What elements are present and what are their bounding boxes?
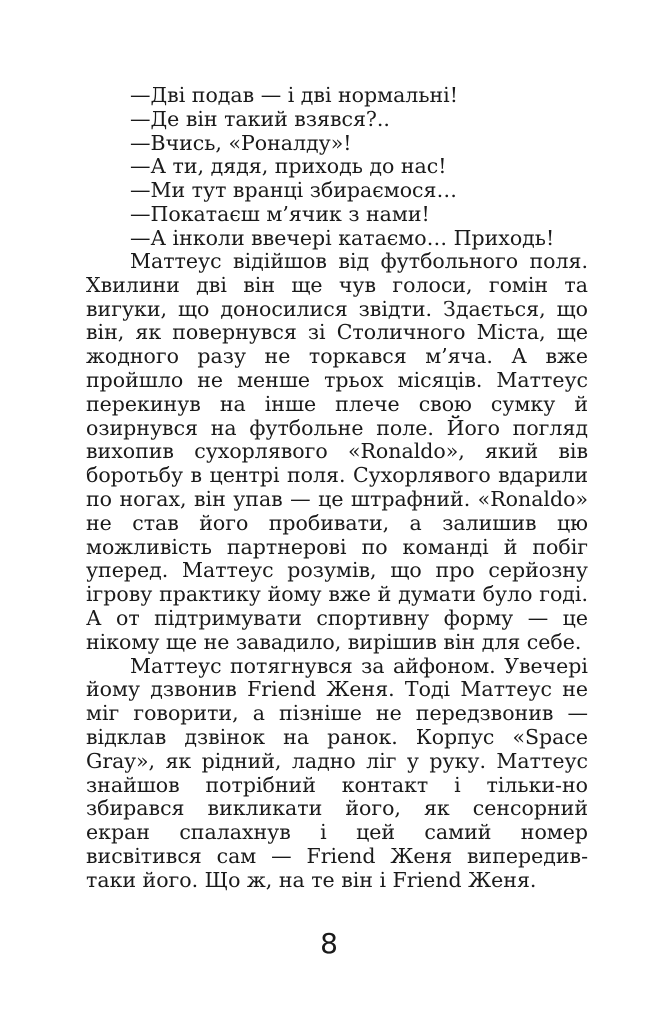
dialogue-line: —А інколи ввечері катаємо… Приходь!	[130, 225, 555, 250]
dialogue-line: —Де він такий взявся?..	[130, 106, 390, 131]
prose-block	[86, 250, 588, 893]
dialogue-block	[86, 84, 588, 251]
dialogue-line: —Покатаєш м’ячик з нами!	[130, 201, 430, 226]
dialogue-line: —Вчись, «Роналду»!	[130, 130, 352, 155]
dialogue-line: —Дві подав — і дві нормальні!	[130, 83, 458, 107]
page-number: 8	[320, 927, 338, 960]
paragraph: Маттеус потягнувся за айфоном. Увечері йому дзвонив Friend Женя. Тоді Маттеус не міг говорити, а пізніше не передзвонив — відклав дзвінок на ранок. Корпус «Space Gray», як рідний, ладно ліг у руку. Маттеус знайшов потрібний контакт і тільки-но збирався викликати його, як сенсорний екран спалахнув і цей самий номер висвітився сам — Friend Женя випередив-таки його. Що ж, на те він і Friend Женя.	[86, 653, 588, 892]
dialogue-line: —А ти, дядя, приходь до нас!	[130, 154, 447, 179]
dialogue-line: —Ми тут вранці збираємося…	[130, 178, 457, 203]
paragraph: Маттеус відійшов від футбольного поля. Хвилини дві він ще чув голоси, гомін та вигуки, що доносилися звідти. Здається, що він, як повернувся зі Столичного Міста, ще жодного разу не торкався м’яча. А вже пройшло не менше трьох місяців. Маттеус перекинув на інше плече свою сумку й озирнувся на футбольне поле. Його погляд вихопив сухорлявого «Ronaldo», який вів боротьбу в центрі поля. Сухорлявого вдарили по ногах, він упав — це штрафний. «Ronaldo» не став його пробивати, а залишив цю можливість партнерові по команді й побіг уперед. Маттеус розумів, що про серйозну ігрову практику йому вже й думати було годі. А от підтримувати спортивну форму — це нікому ще не завадило, вирішив він для себе.	[86, 249, 588, 654]
